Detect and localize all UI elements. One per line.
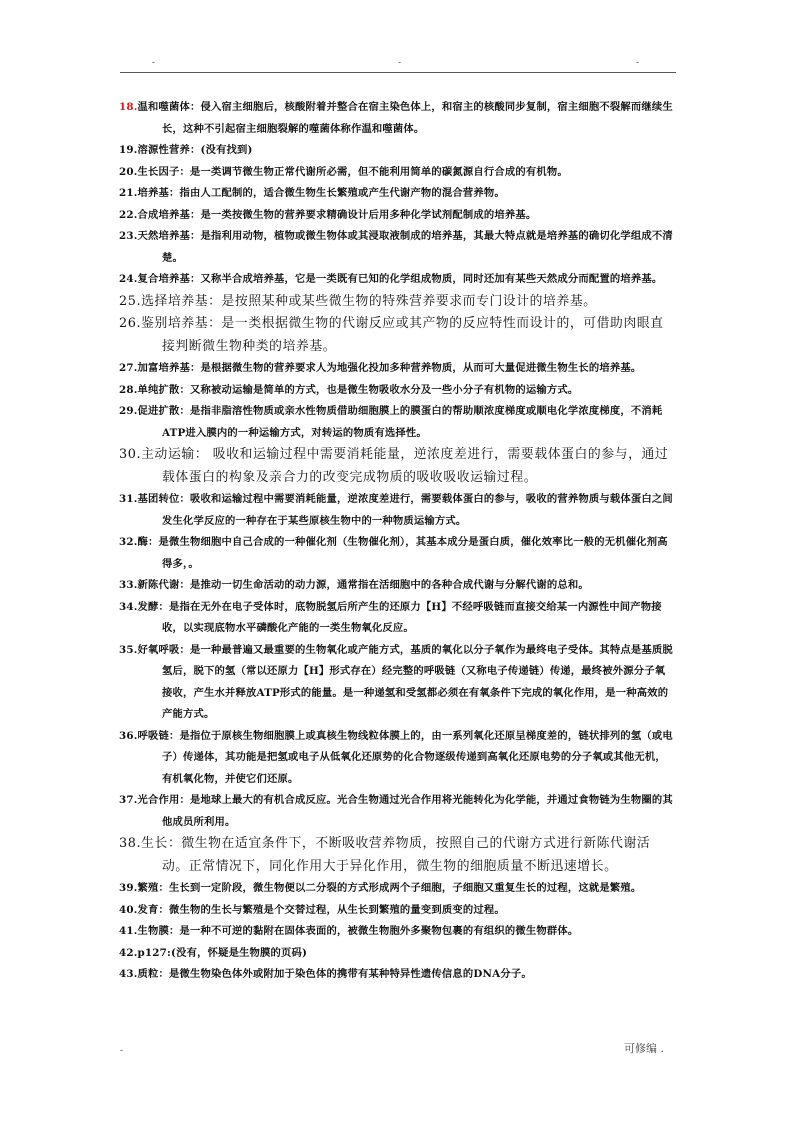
page-header <box>120 58 676 73</box>
entry-text: 温和噬菌体：侵入宿主细胞后，核酸附着并整合在宿主染色体上，和宿主的核酸同步复制，宿主细胞不裂解而继续生长，这种不引起宿主细胞裂解的噬菌体称作温和噬菌体。 <box>137 101 673 135</box>
glossary-entry <box>119 291 675 314</box>
glossary-entry <box>119 140 675 162</box>
entry-text: 基团转位：吸收和运输过程中需要消耗能量，逆浓度差进行，需要载体蛋白的参与，吸收的营养物质与载体蛋白之间发生化学反应的一种存在于某些原核生物中的一种物质运输方式。 <box>137 493 673 527</box>
glossary-entry <box>119 444 675 489</box>
glossary-entry <box>119 489 675 532</box>
entry-number: 40. <box>119 903 138 916</box>
entry-text: 生长因子：是一类调节微生物正常代谢所必需，但不能利用简单的碳氮源自行合成的有机物。 <box>137 165 568 178</box>
glossary-entry <box>119 640 675 726</box>
header-mark-left: - <box>152 58 156 68</box>
entry-text: 好氧呼吸：是一种最普遍又最重要的生物氧化或产能方式，基质的氧化以分子氧作为最终电子受体。其特点是基质脱氢后，脱下的氢（常以还原力【H】形式存在）经完整的呼吸链（又称电子传递链）传递，最终被外源分子氧接收，产生水并释放ATP形式的能量。是一种递氢和受氢都必须在有氧条件下完成的氧化作用，是一种高效的产能方式。 <box>137 643 673 720</box>
entry-number: 32. <box>119 536 138 548</box>
entry-number: 25. <box>119 293 142 309</box>
glossary-entry <box>119 597 675 640</box>
entry-number: 26. <box>119 316 142 331</box>
entry-number: 28. <box>119 383 138 396</box>
entry-number: 43. <box>119 968 138 980</box>
glossary-entry <box>119 726 675 791</box>
glossary-entry <box>119 921 675 943</box>
page-footer <box>120 1040 676 1056</box>
header-mark-center: - <box>398 58 402 68</box>
glossary-entry <box>119 943 675 965</box>
entry-number: 27. <box>119 362 138 374</box>
entry-number: 21. <box>119 187 138 199</box>
entry-number: 41. <box>119 925 138 937</box>
entry-number: 38. <box>119 836 142 851</box>
entry-text: 新陈代谢：是推动一切生命活动的动力源，通常指在活细胞中的各种合成代谢与分解代谢的总和。 <box>137 579 589 591</box>
entry-number: 22. <box>119 208 138 221</box>
entry-text: 单纯扩散：又称被动运输是简单的方式，也是微生物吸收水分及一些小分子有机物的运输方式。 <box>137 383 579 396</box>
glossary-entry <box>119 313 675 358</box>
entry-number: 29. <box>119 405 138 417</box>
entry-text: 发育：微生物的生长与繁殖是个交替过程，从生长到繁殖的量变到质变的过程。 <box>137 903 505 916</box>
entry-text: 天然培养基：是指利用动物，植物或微生物体或其浸取液制成的培养基，其最大特点就是培养基的确切化学组成不清楚。 <box>137 230 673 264</box>
entry-text: 鉴别培养基：是一类根据微生物的代谢反应或其产物的反应特性而设计的，可借助肉眼直接判断微生物种类的培养基。 <box>141 316 664 354</box>
glossary-entry <box>119 183 675 205</box>
entry-text: 生物膜：是一种不可逆的黏附在固体表面的，被微生物胞外多聚物包裹的有组织的微生物群体。 <box>137 925 579 937</box>
glossary-entry <box>119 205 675 227</box>
glossary-entry <box>119 900 675 922</box>
entry-text: 主动运输： 吸收和运输过程中需要消耗能量，逆浓度差进行，需要载体蛋白的参与，通过载体蛋白的构象及亲合力的改变完成物质的吸收吸收运输过程。 <box>141 447 669 485</box>
entry-text: 培养基：指由人工配制的，适合微生物生长繁殖或产生代谢产物的混合营养物。 <box>137 187 505 199</box>
glossary-entry <box>119 532 675 575</box>
entry-number: 23. <box>119 230 138 242</box>
entry-number: 20. <box>119 165 138 178</box>
entry-text: 加富培养基：是根据微生物的营养要求人为地强化投加多种营养物质，从而可大量促进微生物生长的培养基。 <box>137 362 642 374</box>
entry-text: 质粒：是微生物染色体外或附加于染色体的携带有某种特异性遗传信息的DNA分子。 <box>137 968 532 980</box>
entry-number: 24. <box>119 273 138 285</box>
footer-note: 可修编 . <box>624 1042 664 1055</box>
entry-text: 繁殖：生长到一定阶段，微生物便以二分裂的方式形成两个子细胞，子细胞又重复生长的过程，这就是繁殖。 <box>137 882 642 894</box>
glossary-entry <box>119 401 675 444</box>
entry-number: 34. <box>119 600 138 613</box>
entry-text: 发酵：是指在无外在电子受体时，底物脱氢后所产生的还原力【H】不经呼吸链而直接交给某一内源性中间产物接收，以实现底物水平磷酸化产能的一类生物氧化反应。 <box>137 600 662 634</box>
glossary-entry <box>119 380 675 402</box>
entry-number: 31. <box>119 493 138 505</box>
entry-text: 呼吸链：是指位于原核生物细胞膜上或真核生物线粒体膜上的，由一系列氧化还原呈梯度差的，链状排列的氢（或电子）传递体，其功能是把氢或电子从低氧化还原势的化合物逐级传递到高氧化还原电势的分子氧或其他无机，有机氧化物，并使它们还原。 <box>137 729 673 785</box>
glossary-entry <box>119 269 675 291</box>
glossary-entry <box>119 162 675 184</box>
entry-text: 酶：是微生物细胞中自己合成的一种催化剂（生物催化剂），其基本成分是蛋白质，催化效率比一般的无机催化剂高得多，。 <box>137 536 668 570</box>
entry-number: 39. <box>119 882 138 894</box>
entry-number: 36. <box>119 729 138 742</box>
footer-mark: - <box>120 1046 124 1056</box>
glossary-entry <box>119 833 675 878</box>
glossary-entry <box>119 575 675 597</box>
glossary-list <box>119 97 675 986</box>
glossary-entry <box>119 790 675 833</box>
entry-text: 合成培养基：是一类按微生物的营养要求精确设计后用多种化学试剂配制成的培养基。 <box>137 208 537 221</box>
glossary-entry <box>119 358 675 380</box>
entry-text: 溶源性营养：(没有找到) <box>137 144 253 156</box>
entry-text: 选择培养基：是按照某种或某些微生物的特殊营养要求而专门设计的培养基。 <box>141 293 597 309</box>
entry-number: 18. <box>119 101 138 113</box>
glossary-entry <box>119 97 675 140</box>
entry-text: 复合培养基：又称半合成培养基，它是一类既有已知的化学组成物质，同时还加有某些天然成分而配置的培养基。 <box>137 273 663 285</box>
entry-text: 生长：微生物在适宜条件下，不断吸收营养物质，按照自己的代谢方式进行新陈代谢活动。正常情况下，同化作用大于异化作用，微生物的细胞质量不断迅速增长。 <box>141 836 651 874</box>
entry-text: p127:(没有，怀疑是生物膜的页码) <box>137 946 308 959</box>
entry-number: 35. <box>119 643 138 656</box>
entry-number: 42. <box>119 946 138 959</box>
entry-number: 30. <box>119 447 142 462</box>
header-mark-right: - <box>636 58 640 68</box>
glossary-entry <box>119 878 675 900</box>
entry-text: 光合作用：是地球上最大的有机合成反应。光合生物通过光合作用将光能转化为化学能，并通过食物链为生物圈的其他成员所利用。 <box>137 794 673 828</box>
entry-number: 33. <box>119 579 138 591</box>
entry-number: 19. <box>119 144 138 156</box>
entry-text: 促进扩散：是指非脂溶性物质或亲水性物质借助细胞膜上的膜蛋白的帮助顺浓度梯度或顺电化学浓度梯度，不消耗ATP进入膜内的一种运输方式，对转运的物质有选择性。 <box>137 405 663 439</box>
entry-number: 37. <box>119 794 138 806</box>
glossary-entry <box>119 226 675 269</box>
glossary-entry <box>119 964 675 986</box>
